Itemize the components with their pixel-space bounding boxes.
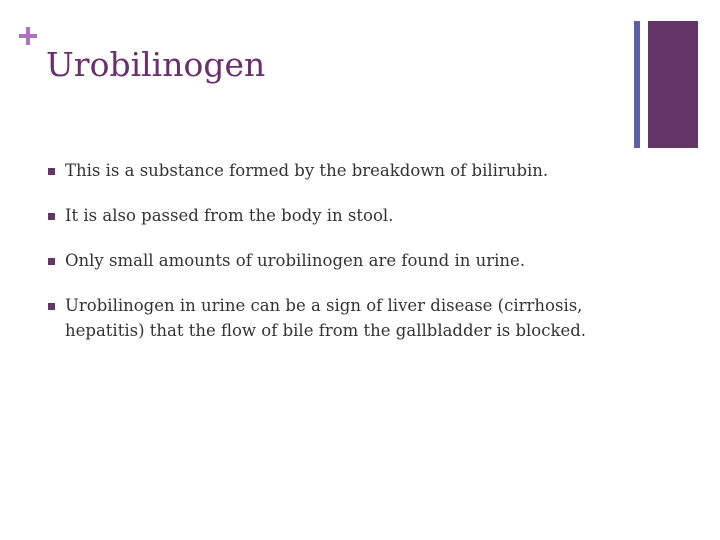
plus-icon-vertical-bar: [26, 27, 30, 45]
accent-thin-bar: [634, 21, 640, 148]
square-bullet-icon: [48, 213, 55, 220]
bullet-item: [46, 248, 636, 273]
bullet-item: [46, 203, 636, 228]
slide-title: Urobilinogen: [46, 45, 266, 84]
bullet-text: Only small amounts of urobilinogen are found in urine.: [65, 251, 526, 270]
square-bullet-icon: [48, 303, 55, 310]
square-bullet-icon: [48, 168, 55, 175]
square-bullet-icon: [48, 258, 55, 265]
bullet-item: [46, 293, 636, 343]
plus-icon: [16, 24, 40, 48]
accent-thick-bar: [648, 21, 698, 148]
bullet-text: Urobilinogen in urine can be a sign of liver disease (cirrhosis, hepatitis) that the flow of bile from the gallbladder is blocked.: [65, 296, 587, 340]
bullet-item: [46, 158, 636, 183]
bullet-text: It is also passed from the body in stool.: [65, 206, 394, 225]
bullet-text: This is a substance formed by the breakdown of bilirubin.: [65, 161, 549, 180]
bullet-list: [46, 158, 636, 363]
corner-accent-bars: [634, 21, 698, 148]
